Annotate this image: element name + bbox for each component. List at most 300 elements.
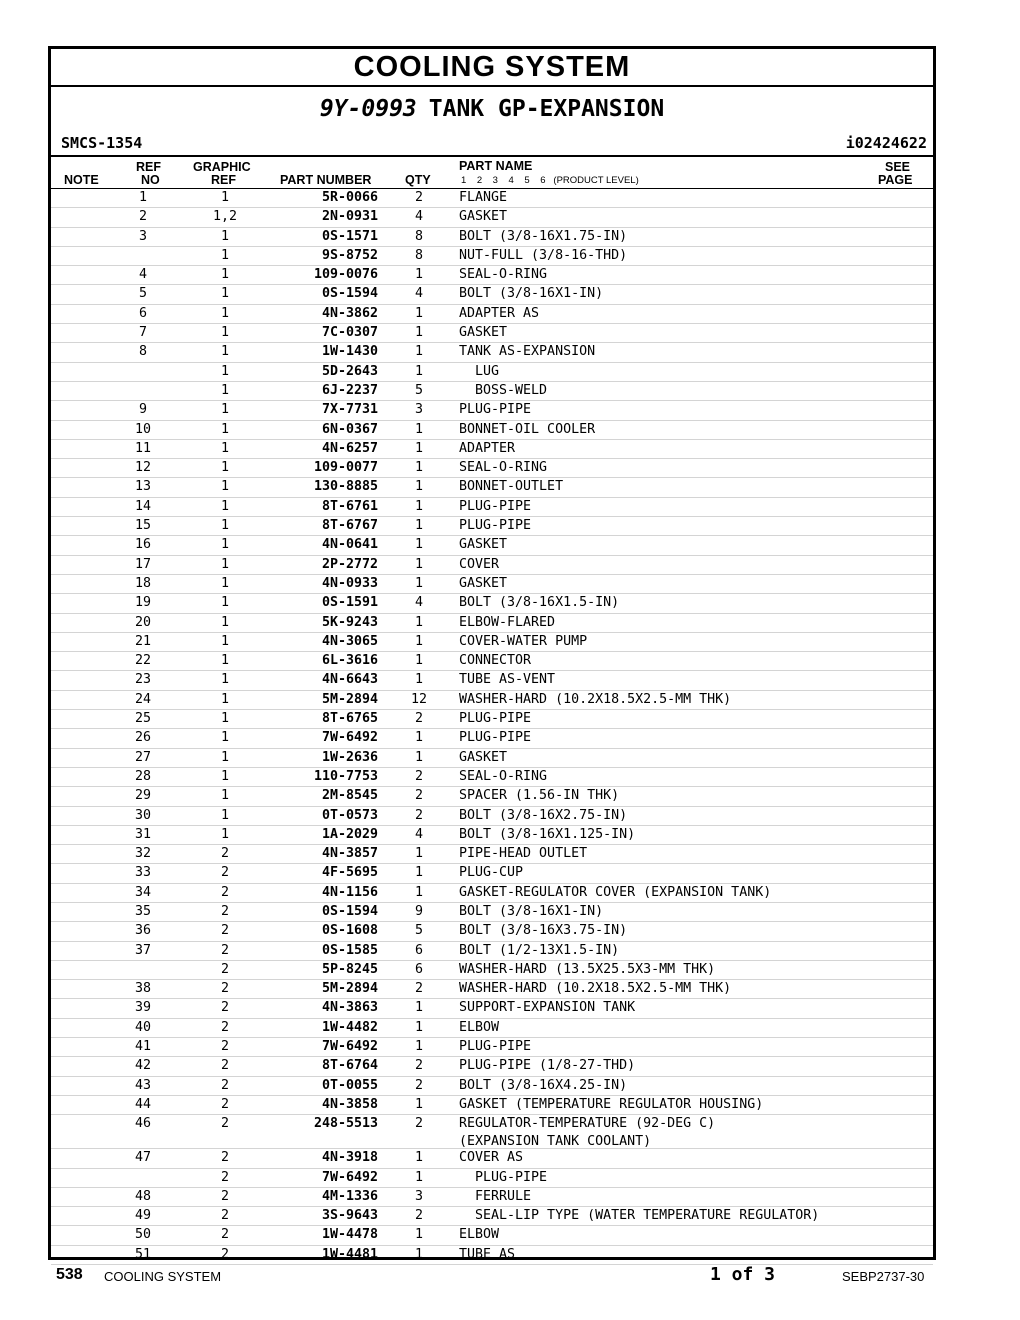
part-name: WASHER-HARD (10.2X18.5X2.5-MM THK) [459, 691, 732, 707]
ref-no: 41 [134, 1039, 151, 1055]
ref-no: 18 [134, 575, 151, 591]
ref-no: 32 [134, 846, 151, 862]
graphic-ref: 2 [220, 846, 229, 862]
ref-no: 25 [134, 711, 151, 727]
part-number: 4N-0641 [321, 537, 378, 553]
ref-no: 22 [134, 653, 151, 669]
ref-no: 33 [134, 865, 151, 881]
ref-no: 17 [134, 556, 151, 572]
col-see-bottom: PAGE [878, 173, 913, 187]
part-number: 109-0076 [313, 267, 378, 283]
ref-no: 43 [134, 1077, 151, 1093]
quantity: 1 [414, 1246, 423, 1262]
quantity: 1 [414, 498, 423, 514]
quantity: 8 [414, 247, 423, 263]
part-name: BOLT (3/8-16X1.5-IN) [459, 595, 620, 611]
part-number: 7W-6492 [321, 1169, 378, 1185]
ref-no: 38 [134, 981, 151, 997]
quantity: 1 [414, 1169, 423, 1185]
table-row [51, 1207, 933, 1226]
table-row [51, 401, 933, 420]
col-note: NOTE [64, 173, 99, 187]
part-name: ADAPTER AS [459, 305, 540, 321]
part-number: 8T-6764 [321, 1058, 378, 1074]
table-row [51, 324, 933, 343]
graphic-ref: 2 [220, 1246, 229, 1262]
title-band [51, 49, 933, 87]
code-line [51, 131, 933, 157]
quantity: 1 [414, 865, 423, 881]
part-number: 4N-3857 [321, 846, 378, 862]
graphic-ref: 1 [220, 575, 229, 591]
part-name: PLUG-PIPE [459, 1039, 532, 1055]
graphic-ref: 1 [220, 595, 229, 611]
graphic-ref: 2 [220, 1058, 229, 1074]
quantity: 2 [414, 1116, 423, 1132]
ref-no: 1 [138, 190, 147, 205]
ref-no: 47 [134, 1150, 151, 1166]
ref-no: 37 [134, 942, 151, 958]
part-name: GASKET (TEMPERATURE REGULATOR HOUSING) [459, 1096, 764, 1112]
table-row [51, 498, 933, 517]
graphic-ref: 2 [220, 1077, 229, 1093]
page-number: 538 [56, 1266, 83, 1283]
graphic-ref: 2 [220, 903, 229, 919]
col-see-top: SEE [885, 160, 911, 174]
table-row [51, 594, 933, 613]
quantity: 1 [414, 633, 423, 649]
part-number: 2M-8545 [321, 788, 378, 804]
graphic-ref: 1 [220, 653, 229, 669]
quantity: 2 [414, 190, 423, 205]
table-row [51, 517, 933, 536]
part-name: FERRULE [459, 1188, 532, 1204]
graphic-ref: 2 [220, 1208, 229, 1224]
graphic-ref: 2 [220, 1227, 229, 1243]
ref-no: 50 [134, 1227, 151, 1243]
part-number: 4N-3863 [321, 1000, 378, 1016]
graphic-ref: 1 [220, 807, 229, 823]
part-name: PLUG-PIPE [459, 1169, 548, 1185]
ref-no: 5 [138, 286, 147, 302]
ref-no: 39 [134, 1000, 151, 1016]
ref-no: 12 [134, 460, 151, 476]
graphic-ref: 1 [220, 382, 229, 398]
ref-no: 4 [138, 267, 147, 283]
table-row [51, 749, 933, 768]
table-row [51, 363, 933, 382]
table-row [51, 247, 933, 266]
graphic-ref: 2 [220, 942, 229, 958]
graphic-ref: 1 [220, 228, 229, 244]
quantity: 1 [414, 267, 423, 283]
quantity: 1 [414, 1227, 423, 1243]
part-number: 2N-0931 [321, 209, 378, 225]
graphic-ref: 1 [220, 267, 229, 283]
table-row [51, 1246, 933, 1265]
graphic-ref: 1 [220, 633, 229, 649]
part-number: 9S-8752 [321, 247, 378, 263]
table-row [51, 382, 933, 401]
quantity: 1 [414, 344, 423, 360]
part-name: TANK AS-EXPANSION [459, 344, 596, 360]
footer-section: COOLING SYSTEM [104, 1269, 222, 1284]
part-name: GASKET-REGULATOR COVER (EXPANSION TANK) [459, 884, 772, 900]
part-number: 7X-7731 [321, 402, 378, 418]
quantity: 1 [414, 305, 423, 321]
part-name: COVER-WATER PUMP [459, 633, 588, 649]
quantity: 1 [414, 614, 423, 630]
quantity: 5 [414, 923, 423, 939]
quantity: 1 [414, 1096, 423, 1112]
table-row [51, 710, 933, 729]
table-row [51, 1149, 933, 1168]
graphic-ref: 2 [220, 1150, 229, 1166]
table-row [51, 1096, 933, 1115]
table-row [51, 768, 933, 787]
quantity: 2 [414, 768, 423, 784]
ref-no: 42 [134, 1058, 151, 1074]
table-row [51, 208, 933, 227]
part-number: 0S-1571 [321, 228, 378, 244]
graphic-ref: 1 [220, 826, 229, 842]
ref-no: 21 [134, 633, 151, 649]
col-part-number: PART NUMBER [280, 173, 372, 187]
part-number: 109-0077 [313, 460, 378, 476]
part-name: NUT-FULL (3/8-16-THD) [459, 247, 628, 263]
graphic-ref: 1 [220, 363, 229, 379]
ref-no: 9 [138, 402, 147, 418]
quantity: 1 [414, 884, 423, 900]
col-qty: QTY [405, 173, 431, 187]
col-graphic-bottom: REF [211, 173, 236, 187]
table-row [51, 980, 933, 999]
part-number: 0T-0055 [321, 1077, 378, 1093]
ref-no: 51 [134, 1246, 151, 1262]
part-name: REGULATOR-TEMPERATURE (92-DEG C) (EXPANSION TANK COOLANT) [459, 1116, 716, 1150]
quantity: 3 [414, 1188, 423, 1204]
smcs-code: SMCS-1354 [61, 134, 143, 152]
part-name: SEAL-O-RING [459, 267, 548, 283]
part-number: 0S-1594 [321, 286, 378, 302]
table-row [51, 729, 933, 748]
ref-no: 8 [138, 344, 147, 360]
part-name: BOLT (1/2-13X1.5-IN) [459, 942, 620, 958]
ref-no: 16 [134, 537, 151, 553]
part-name: PLUG-PIPE [459, 711, 532, 727]
ref-no: 10 [134, 421, 151, 437]
part-number: 0T-0573 [321, 807, 378, 823]
part-name: BONNET-OIL COOLER [459, 421, 596, 437]
part-name: TUBE AS [459, 1246, 516, 1262]
table-row [51, 556, 933, 575]
table-row [51, 1169, 933, 1188]
ref-no: 29 [134, 788, 151, 804]
table-row [51, 614, 933, 633]
graphic-ref: 2 [220, 1096, 229, 1112]
table-row [51, 652, 933, 671]
ref-no: 28 [134, 768, 151, 784]
ref-no: 2 [138, 209, 147, 225]
table-row [51, 787, 933, 806]
part-name: COVER AS [459, 1150, 524, 1166]
graphic-ref: 1 [220, 305, 229, 321]
table-row [51, 1077, 933, 1096]
part-number: 4F-5695 [321, 865, 378, 881]
ref-no: 7 [138, 325, 147, 341]
part-number: 1W-2636 [321, 749, 378, 765]
part-number: 8T-6761 [321, 498, 378, 514]
graphic-ref: 1 [220, 344, 229, 360]
ref-no: 30 [134, 807, 151, 823]
part-name: WASHER-HARD (10.2X18.5X2.5-MM THK) [459, 981, 732, 997]
quantity: 1 [414, 749, 423, 765]
part-number: 5P-8245 [321, 961, 378, 977]
part-name: BONNET-OUTLET [459, 479, 564, 495]
part-number: 6J-2237 [321, 382, 378, 398]
graphic-ref: 2 [220, 1169, 229, 1185]
part-name: PIPE-HEAD OUTLET [459, 846, 588, 862]
table-row [51, 961, 933, 980]
part-number: 4M-1336 [321, 1188, 378, 1204]
part-name: BOLT (3/8-16X1-IN) [459, 903, 604, 919]
quantity: 1 [414, 1000, 423, 1016]
table-row [51, 942, 933, 961]
part-name: BOLT (3/8-16X1.125-IN) [459, 826, 636, 842]
quantity: 8 [414, 228, 423, 244]
part-number: 4N-3858 [321, 1096, 378, 1112]
quantity: 1 [414, 575, 423, 591]
part-name: SEAL-O-RING [459, 460, 548, 476]
part-number: 4N-3862 [321, 305, 378, 321]
ref-no: 24 [134, 691, 151, 707]
graphic-ref: 1 [220, 730, 229, 746]
part-name: GASKET [459, 575, 508, 591]
ref-no: 19 [134, 595, 151, 611]
ref-no: 15 [134, 518, 151, 534]
graphic-ref: 2 [220, 1116, 229, 1132]
ref-no: 40 [134, 1019, 151, 1035]
part-number: 5D-2643 [321, 363, 378, 379]
graphic-ref: 2 [220, 1000, 229, 1016]
quantity: 1 [414, 1039, 423, 1055]
quantity: 2 [414, 1077, 423, 1093]
part-number: 5K-9243 [321, 614, 378, 630]
part-name: GASKET [459, 325, 508, 341]
part-name: GASKET [459, 209, 508, 225]
table-row [51, 671, 933, 690]
quantity: 2 [414, 1058, 423, 1074]
ref-no: 3 [138, 228, 147, 244]
table-row [51, 1019, 933, 1038]
sheet-indicator: 1 of 3 [710, 1264, 776, 1285]
ref-no: 13 [134, 479, 151, 495]
page-title: COOLING SYSTEM [353, 50, 631, 83]
quantity: 4 [414, 595, 423, 611]
table-row [51, 575, 933, 594]
quantity: 2 [414, 788, 423, 804]
quantity: 1 [414, 440, 423, 456]
table-row [51, 1057, 933, 1076]
part-number: 5M-2894 [321, 981, 378, 997]
graphic-ref: 1 [220, 749, 229, 765]
graphic-ref: 2 [220, 923, 229, 939]
table-row [51, 459, 933, 478]
part-number: 8T-6767 [321, 518, 378, 534]
graphic-ref: 1 [220, 286, 229, 302]
quantity: 2 [414, 981, 423, 997]
quantity: 2 [414, 711, 423, 727]
part-name: BOLT (3/8-16X2.75-IN) [459, 807, 628, 823]
table-row [51, 189, 933, 208]
graphic-ref: 1 [220, 711, 229, 727]
graphic-ref: 2 [220, 1188, 229, 1204]
part-name: BOLT (3/8-16X1.75-IN) [459, 228, 628, 244]
graphic-ref: 1 [220, 768, 229, 784]
quantity: 1 [414, 363, 423, 379]
table-row [51, 536, 933, 555]
part-number: 1W-4478 [321, 1227, 378, 1243]
ref-no: 31 [134, 826, 151, 842]
graphic-ref: 1 [220, 460, 229, 476]
part-name: BOSS-WELD [459, 382, 548, 398]
part-number: 248-5513 [313, 1116, 378, 1132]
ref-no: 20 [134, 614, 151, 630]
quantity: 1 [414, 518, 423, 534]
part-name: CONNECTOR [459, 653, 532, 669]
page-footer [56, 1264, 930, 1288]
table-row [51, 421, 933, 440]
col-graphic-top: GRAPHIC [193, 160, 251, 174]
table-row [51, 343, 933, 362]
ref-no: 27 [134, 749, 151, 765]
part-number: 4N-1156 [321, 884, 378, 900]
part-number: 5M-2894 [321, 691, 378, 707]
part-name: SEAL-LIP TYPE (WATER TEMPERATURE REGULATOR) [459, 1208, 820, 1224]
graphic-ref: 1 [220, 325, 229, 341]
group-part-number: 9Y-0993 [319, 96, 417, 122]
graphic-ref: 1,2 [212, 209, 238, 225]
quantity: 12 [410, 691, 427, 707]
quantity: 1 [414, 479, 423, 495]
part-name: ELBOW [459, 1019, 500, 1035]
table-row [51, 826, 933, 845]
ref-no: 23 [134, 672, 151, 688]
quantity: 1 [414, 672, 423, 688]
table-row [51, 228, 933, 247]
quantity: 1 [414, 653, 423, 669]
table-row [51, 999, 933, 1018]
quantity: 1 [414, 556, 423, 572]
part-name: ELBOW-FLARED [459, 614, 556, 630]
ref-no: 11 [134, 440, 151, 456]
part-name: SUPPORT-EXPANSION TANK [459, 1000, 636, 1016]
quantity: 4 [414, 286, 423, 302]
part-name: GASKET [459, 749, 508, 765]
part-name: SEAL-O-RING [459, 768, 548, 784]
quantity: 1 [414, 1150, 423, 1166]
column-header [51, 157, 933, 189]
table-row [51, 845, 933, 864]
part-number: 1A-2029 [321, 826, 378, 842]
quantity: 4 [414, 209, 423, 225]
quantity: 1 [414, 730, 423, 746]
part-number: 4N-3065 [321, 633, 378, 649]
graphic-ref: 1 [220, 247, 229, 263]
part-name: PLUG-PIPE [459, 730, 532, 746]
quantity: 1 [414, 421, 423, 437]
quantity: 5 [414, 382, 423, 398]
quantity: 1 [414, 537, 423, 553]
graphic-ref: 1 [220, 479, 229, 495]
graphic-ref: 2 [220, 981, 229, 997]
part-name: PLUG-PIPE [459, 498, 532, 514]
table-row [51, 1188, 933, 1207]
col-ref-bottom: NO [141, 173, 160, 187]
part-name: COVER [459, 556, 500, 572]
table-row [51, 864, 933, 883]
group-part-title: TANK GP-EXPANSION [428, 96, 665, 122]
graphic-ref: 2 [220, 884, 229, 900]
table-row [51, 903, 933, 922]
part-number: 3S-9643 [321, 1208, 378, 1224]
illustration-id: i02424622 [845, 134, 927, 152]
part-number: 0S-1591 [321, 595, 378, 611]
part-name: PLUG-PIPE [459, 402, 532, 418]
graphic-ref: 1 [220, 498, 229, 514]
col-product-level: 1 2 3 4 5 6 (PRODUCT LEVEL) [461, 175, 639, 186]
col-ref-top: REF [136, 160, 161, 174]
part-name: BOLT (3/8-16X3.75-IN) [459, 923, 628, 939]
part-number: 110-7753 [313, 768, 378, 784]
ref-no: 49 [134, 1208, 151, 1224]
ref-no: 26 [134, 730, 151, 746]
graphic-ref: 1 [220, 672, 229, 688]
part-name: BOLT (3/8-16X1-IN) [459, 286, 604, 302]
part-name: PLUG-CUP [459, 865, 524, 881]
graphic-ref: 1 [220, 518, 229, 534]
part-name: BOLT (3/8-16X4.25-IN) [459, 1077, 628, 1093]
graphic-ref: 1 [220, 440, 229, 456]
part-number: 4N-0933 [321, 575, 378, 591]
part-number: 0S-1594 [321, 903, 378, 919]
table-row [51, 884, 933, 903]
ref-no: 14 [134, 498, 151, 514]
table-row [51, 691, 933, 710]
graphic-ref: 2 [220, 1019, 229, 1035]
quantity: 6 [414, 961, 423, 977]
table-row [51, 305, 933, 324]
table-row [51, 633, 933, 652]
quantity: 1 [414, 460, 423, 476]
part-name: ADAPTER [459, 440, 516, 456]
table-row [51, 478, 933, 497]
graphic-ref: 2 [220, 1039, 229, 1055]
part-name: SPACER (1.56-IN THK) [459, 788, 620, 804]
part-number: 7W-6492 [321, 1039, 378, 1055]
graphic-ref: 1 [220, 614, 229, 630]
quantity: 2 [414, 1208, 423, 1224]
part-number: 1W-1430 [321, 344, 378, 360]
part-number: 1W-4482 [321, 1019, 378, 1035]
graphic-ref: 1 [220, 556, 229, 572]
table-row [51, 922, 933, 941]
part-number: 8T-6765 [321, 711, 378, 727]
part-name: LUG [459, 363, 500, 379]
quantity: 1 [414, 846, 423, 862]
table-row [51, 1115, 933, 1149]
graphic-ref: 1 [220, 691, 229, 707]
